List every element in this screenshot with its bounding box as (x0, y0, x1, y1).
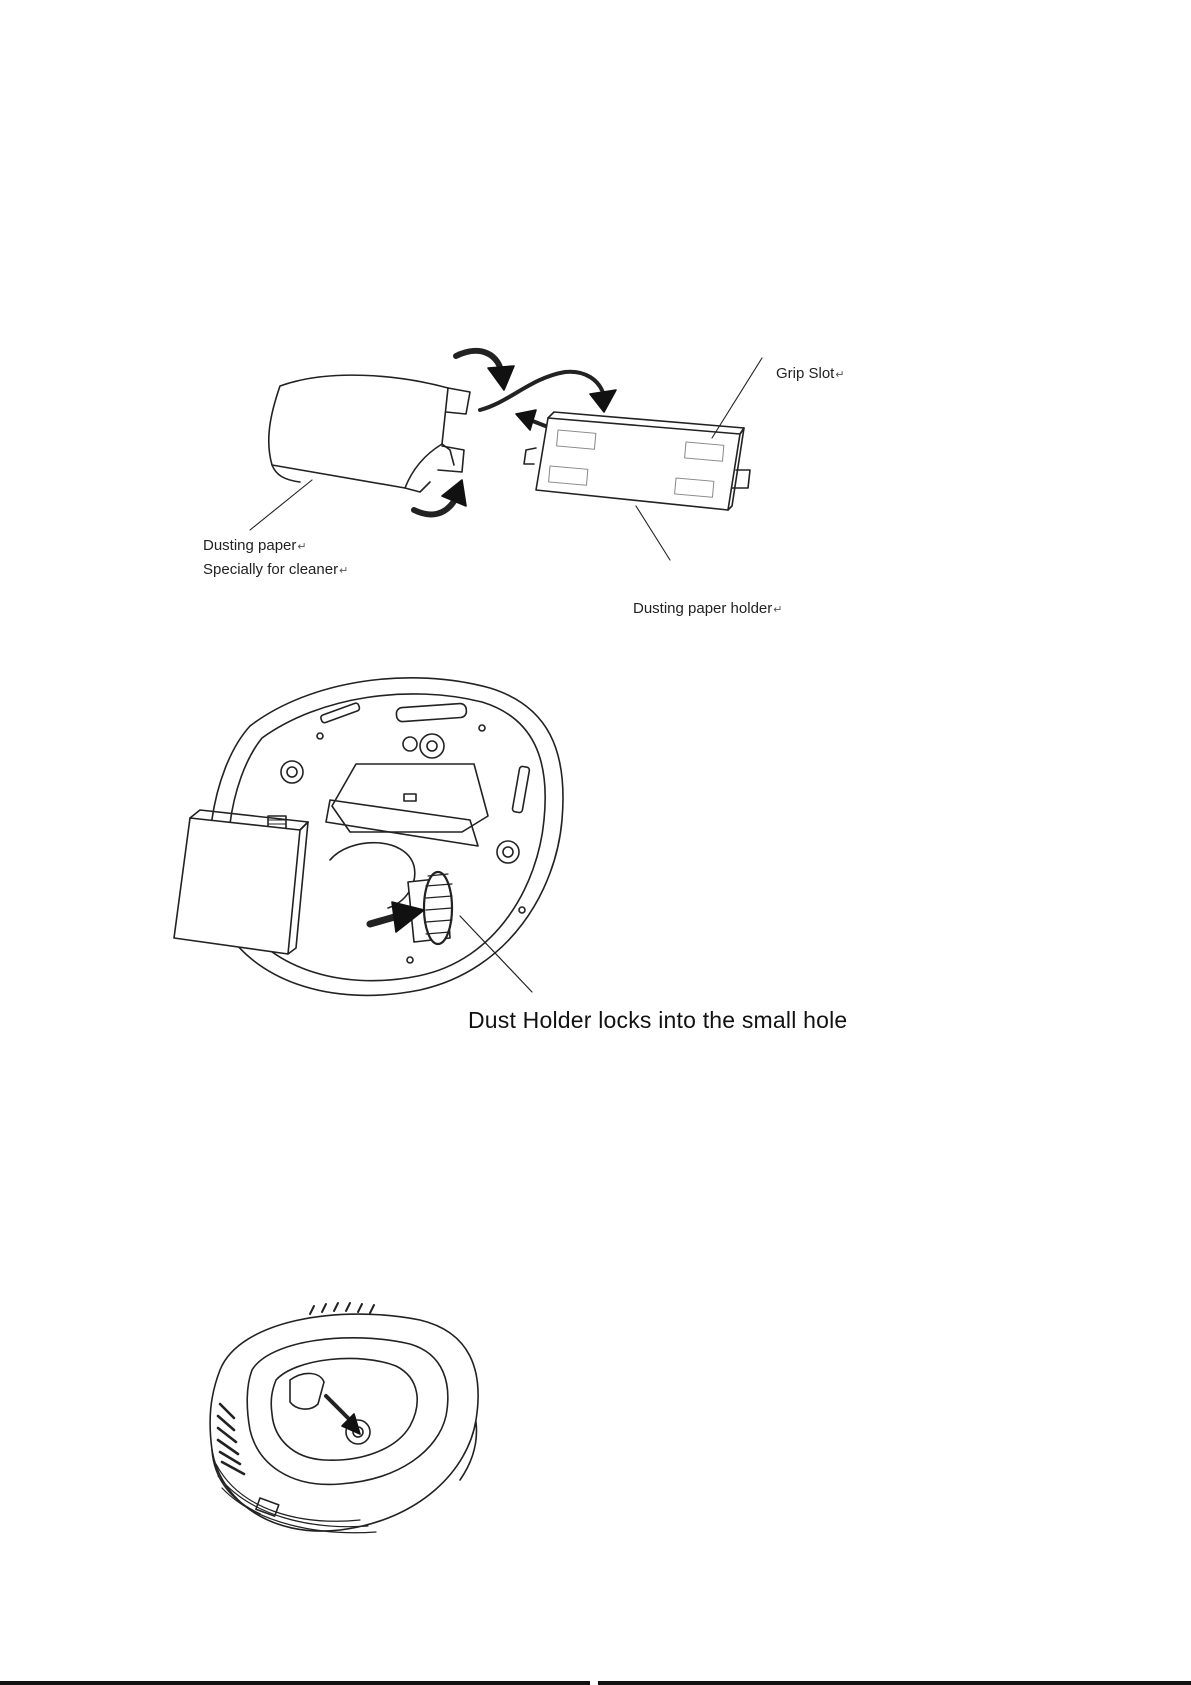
curved-arrow-top (456, 351, 514, 390)
robot-top-figure (200, 1300, 490, 1550)
dust-holder-label: Dust Holder locks into the small hole (468, 1007, 848, 1033)
robot-underside-figure (170, 670, 590, 1040)
dusting-paper-holder (524, 412, 750, 510)
dust-holder-box (174, 818, 300, 954)
curved-arrow-bottom (414, 480, 466, 514)
specially-for-cleaner-label: Specially for cleaner↵ (203, 561, 349, 578)
dusting-paper-sheet (269, 375, 470, 492)
dusting-paper-leader (250, 480, 312, 530)
grip-slot-leader (712, 358, 762, 438)
dusting-paper-holder-label: Dusting paper holder↵ (633, 600, 783, 617)
holder-leader (636, 506, 670, 560)
dusting-paper-label: Dusting paper↵ (203, 537, 307, 554)
grip-slot-label: Grip Slot↵ (776, 365, 845, 382)
